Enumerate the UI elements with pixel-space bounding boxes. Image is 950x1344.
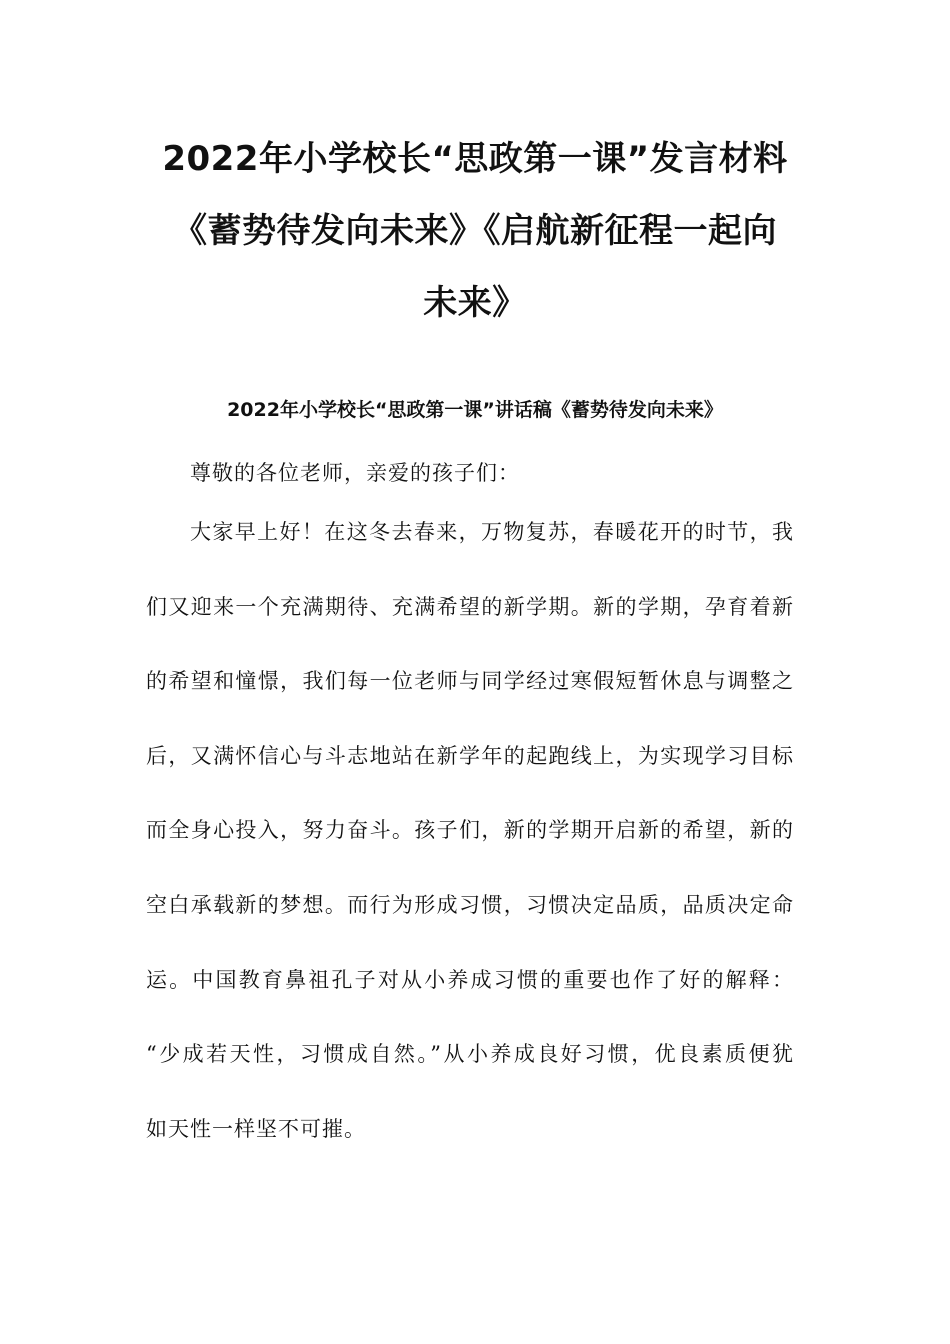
body-line-2: 们又迎来一个充满期待、充满希望的新学期。新的学期，孕育着新 xyxy=(146,594,794,619)
title-line-3: 未来》 xyxy=(423,283,527,323)
document-title xyxy=(140,123,810,339)
title-line-2: 《蓄势待发向未来》《启航新征程一起向 xyxy=(173,211,777,251)
body-line-8: “少成若天性，习惯成自然。”从小养成良好习惯，优良素质便犹 xyxy=(146,1042,794,1067)
body-paragraph xyxy=(146,495,794,1166)
body-line-7: 运。中国教育鼻祖孔子对从小养成习惯的重要也作了好的解释： xyxy=(146,967,794,992)
body-line-5: 而全身心投入，努力奋斗。孩子们，新的学期开启新的希望，新的 xyxy=(146,818,794,843)
body-line-9: 如天性一样坚不可摧。 xyxy=(146,1116,366,1141)
body-line-4: 后，又满怀信心与斗志地站在新学年的起跑线上，为实现学习目标 xyxy=(146,743,794,768)
body-line-3: 的希望和憧憬，我们每一位老师与同学经过寒假短暂休息与调整之 xyxy=(146,669,794,694)
greeting-line: 尊敬的各位老师，亲爱的孩子们： xyxy=(190,461,520,485)
speech-subtitle: 2022年小学校长“思政第一课”讲话稿《蓄势待发向未来》 xyxy=(227,399,723,421)
body-line-1: 大家早上好！在这冬去春来，万物复苏，春暖花开的时节，我 xyxy=(190,520,794,544)
title-line-1: 2022年小学校长“思政第一课”发言材料 xyxy=(162,139,788,179)
body-line-6: 空白承载新的梦想。而行为形成习惯，习惯决定品质，品质决定命 xyxy=(146,892,794,917)
